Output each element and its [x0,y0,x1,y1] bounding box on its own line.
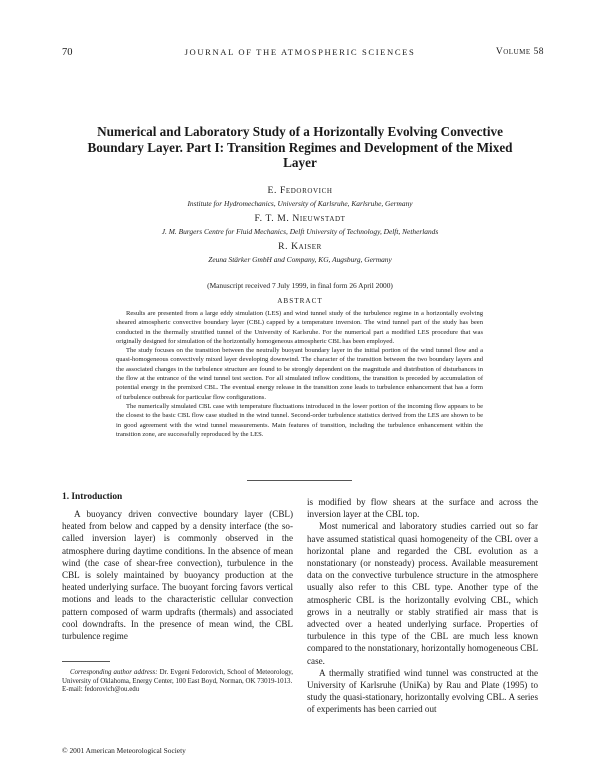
page-number: 70 [62,47,73,58]
journal-name: JOURNAL OF THE ATMOSPHERIC SCIENCES [184,47,416,57]
body-paragraph: A buoyancy driven convective boundary layer (CBL) heated from below and capped by a density interface (the so-called inversion layer) is commonly observed in the atmosphere during daytime conditions. In the absence of mean wind (the case of shear-free convection), turbulence in the CBL is solely maintained by buoyancy production at the heated underlying surface. The buoyant forcing favors vertical motions and leads to the characteristic cellular convection pattern composed of warm updrafts (thermals) and associated cool downdrafts. In the presence of mean wind, the CBL turbulence regime [62,509,293,642]
right-column [307,496,538,716]
author-affiliation: J. M. Burgers Centre for Fluid Mechanics, Delft University of Technology, Delft, Netherlands [161,227,439,236]
author-affiliation: Institute for Hydromechanics, University of Karlsruhe, Karlsruhe, Germany [187,199,413,208]
manuscript-dates: (Manuscript received 7 July 1999, in final form 26 April 2000) [207,281,393,290]
footnote-label: Corresponding author address: [70,669,158,676]
abstract-divider [247,480,352,481]
body-paragraph: is modified by flow shears at the surface and across the inversion layer at the CBL top. [307,497,538,520]
volume-label: Volume 58 [495,47,544,57]
footnote [62,669,293,695]
footnote-divider [62,661,110,662]
abstract-body [116,309,483,439]
footnote-text: Dr. Evgeni Fedorovich, School of Meteorology, University of Oklahoma, Energy Center, 100 East Boyd, Norman, OK 73019-1013. [62,669,293,685]
author-name: R. Kaiser [278,241,322,252]
abstract-paragraph: The study focuses on the transition between the neutrally buoyant boundary layer in the initial portion of the wind tunnel flow and a quasi-homogeneous convectively mixed layer developing downwind. The character of the transition between the two boundary layers and the associated changes in the turbulence structure are found to be strongly dependent on the magnitude and distribution of disturbances in the flow at the entrance of the wind tunnel test section. For all simulated inflow conditions, the transition is preceded by accumulation of potential energy in the premixed CBL. The eventual energy release in the transition zone leads to turbulence enhancement that has a form of turbulence outbreak for particular flow configurations. [116,347,483,401]
copyright-notice: © 2001 American Meteorological Society [62,746,186,755]
abstract-heading: ABSTRACT [277,297,323,305]
footnote-email: E-mail: fedorovich@ou.edu [62,686,140,694]
left-column [62,508,293,642]
section-heading: 1. Introduction [62,492,123,502]
body-paragraph: A thermally stratified wind tunnel was constructed at the University of Karlsruhe (UniKa) by Rau and Plate (1995) to study the quasi-stationary, horizontally evolving CBL. A series of experiments has been carried out [307,667,538,715]
author-name: F. T. M. Nieuwstadt [254,213,346,224]
body-paragraph: Most numerical and laboratory studies carried out so far have assumed statistical quasi homogeneity of the CBL over a horizontal plane and regarded the CBL evolution as a nonstationary (or nonsteady) process. Available measurement data on the convective turbulence structure in the atmosphere usually also refer to this CBL type. Another type of the atmospheric CBL is the horizontally evolving CBL, which grows in a neutrally or stably stratified air mass that is advected over a heated underlying surface. Properties of turbulence in this type of the CBL are much less known compared to the nonstationary, horizontally homogeneous CBL case. [307,521,538,666]
abstract-paragraph: Results are presented from a large eddy simulation (LES) and wind tunnel study of the turbulence regime in a horizontally evolving sheared atmospheric convective boundary layer (CBL) capped by a temperature inversion. The wind tunnel part of the study has been conducted in the thermally stratified tunnel of the University of Karlsruhe. For the numerical part a modified LES procedure that was originally designed for simulation of the horizontally homogeneous atmospheric CBL has been employed. [116,310,483,345]
article-title: Numerical and Laboratory Study of a Horizontally Evolving Convective Boundary Layer. Part I: Transition Regimes and Development of the Mixed Layer [87,124,513,170]
author-affiliation: Zeuna Stärker GmbH and Company, KG, Augsburg, Germany [208,255,392,264]
author-name: E. Fedorovich [267,185,333,196]
abstract-paragraph: The numerically simulated CBL case with temperature fluctuations introduced in the lower portion of the incoming flow appears to be the closest to the basic CBL flow case studied in the wind tunnel. Second-order turbulence statistics derived from the LES are shown to be in good agreement with the wind tunnel measurements. Main features of transition, including the turbulence enhancement within the transition zone, are successfully reproduced by the LES. [116,402,483,438]
